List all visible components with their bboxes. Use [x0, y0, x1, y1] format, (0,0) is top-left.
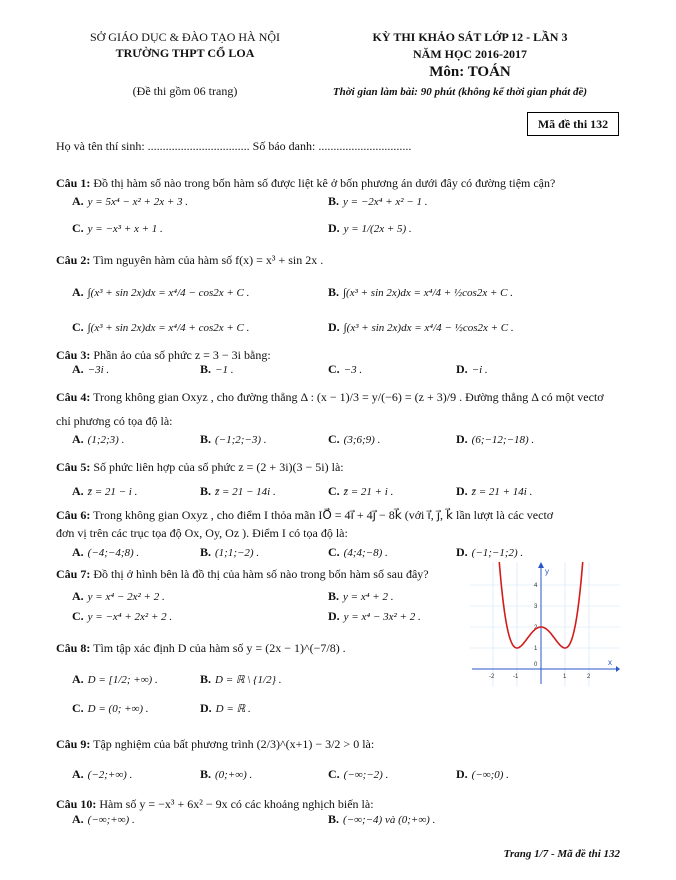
student-info-line: Họ và tên thí sinh: .................................. Số báo danh: ............................... [56, 139, 412, 153]
q9-option-d: D. (−∞;0) . [456, 767, 509, 781]
q1-option-b: B. y = −2x⁴ + x² − 1 . [328, 194, 428, 208]
y-tick: 4 [534, 583, 538, 589]
q7-option-d: D. y = x⁴ − 3x² + 2 . [328, 609, 421, 623]
x-tick: -1 [513, 674, 519, 680]
q8-option-d: D. D = ℝ . [200, 701, 251, 715]
q2-option-d: D. ∫(x³ + sin 2x)dx = x⁴/4 − ½cos2x + C . [328, 320, 514, 334]
q3-option-b: B. −1 . [200, 362, 234, 376]
y-tick: 1 [534, 646, 538, 652]
q10-option-a: A. (−∞;+∞) . [72, 812, 135, 826]
question-9: Câu 9: Tập nghiệm của bất phương trình (2/3)^(x+1) − 3/2 > 0 là: [56, 737, 375, 751]
exam-code-box: Mã đề thi 132 [527, 112, 619, 136]
q6-option-b: B. (1;1;−2) . [200, 545, 260, 559]
time-limit: Thời gian làm bài: 90 phút (không kể thời gian phát đề) [332, 86, 588, 98]
page-footer: Trang 1/7 - Mã đề thi 132 [503, 848, 620, 860]
q6-option-d: D. (−1;−1;2) . [456, 545, 524, 559]
q6-option-c: C. (4;4;−8) . [328, 545, 388, 559]
x-axis-label: x [608, 658, 612, 667]
q7-option-a: A. y = x⁴ − 2x² + 2 . [72, 589, 165, 603]
q3-option-a: A. −3i . [72, 362, 110, 376]
x-tick: -2 [489, 674, 495, 680]
y-tick: 2 [534, 625, 538, 631]
question-5: Câu 5: Số phức liên hợp của số phức z = (2 + 3i)(3 − 5i) là: [56, 460, 344, 474]
pages-note: (Đề thi gồm 06 trang) [132, 84, 238, 98]
y-axis-arrow [538, 562, 544, 568]
q7-option-b: B. y = x⁴ + 2 . [328, 589, 394, 603]
question-3: Câu 3: Phần ảo của số phức z = 3 − 3i bằng: [56, 348, 271, 362]
q8-option-b: B. D = ℝ \ {1/2} . [200, 672, 282, 686]
graph-grid [470, 562, 620, 687]
y-tick: 3 [534, 604, 538, 610]
school-name: TRƯỜNG THPT CỔ LOA [115, 46, 255, 60]
exam-title: KỲ THI KHẢO SÁT LỚP 12 - LẦN 3 [372, 30, 568, 44]
q10-option-b: B. (−∞;−4) và (0;+∞) . [328, 812, 436, 826]
question-4-line2: chỉ phương có tọa độ là: [56, 414, 173, 428]
q4-option-d: D. (6;−12;−18) . [456, 432, 535, 446]
q4-option-a: A. (1;2;3) . [72, 432, 125, 446]
q2-option-c: C. ∫(x³ + sin 2x)dx = x⁴/4 + cos2x + C . [72, 320, 250, 334]
q4-option-b: B. (−1;2;−3) . [200, 432, 267, 446]
q3-option-d: D. −i . [456, 362, 488, 376]
function-graph [470, 562, 620, 687]
x-tick: 1 [563, 674, 567, 680]
x-tick: 2 [587, 674, 591, 680]
q3-option-c: C. −3 . [328, 362, 363, 376]
q2-option-a: A. ∫(x³ + sin 2x)dx = x⁴/4 − cos2x + C . [72, 285, 250, 299]
q9-option-c: C. (−∞;−2) . [328, 767, 389, 781]
q4-option-c: C. (3;6;9) . [328, 432, 381, 446]
question-10: Câu 10: Hàm số y = −x³ + 6x² − 9x có các khoảng nghịch biến là: [56, 797, 374, 811]
question-6: Câu 6: Trong không gian Oxyz , cho điểm I thỏa mãn IO⃗ = 4i⃗ + 4j⃗ − 8k⃗ (với i⃗, j⃗, k⃗ lần lượt là các vectơ [56, 508, 554, 522]
question-4: Câu 4: Trong không gian Oxyz , cho đường thẳng Δ : (x − 1)/3 = y/(−6) = (z + 3)/9 . Đường thẳng Δ có một vectơ [56, 390, 604, 404]
q5-option-c: C. z̄ = 21 + i . [328, 484, 394, 498]
q5-option-a: A. z̄ = 21 − i . [72, 484, 138, 498]
question-2: Câu 2: Tìm nguyên hàm của hàm số f(x) = x³ + sin 2x . [56, 253, 324, 267]
question-6-line2: đơn vị trên các trục tọa độ Ox, Oy, Oz ). Điểm I có tọa độ là: [56, 526, 348, 540]
subject: Môn: TOÁN [429, 64, 511, 80]
q1-option-c: C. y = −x³ + x + 1 . [72, 221, 163, 235]
x-axis-arrow [616, 666, 620, 672]
q9-option-b: B. (0;+∞) . [200, 767, 253, 781]
q1-option-d: D. y = 1/(2x + 5) . [328, 221, 412, 235]
q5-option-d: D. z̄ = 21 + 14i . [456, 484, 533, 498]
q9-option-a: A. (−2;+∞) . [72, 767, 133, 781]
y-axis-label: y [545, 567, 549, 576]
origin-label: 0 [534, 662, 538, 668]
question-7: Câu 7: Đồ thị ở hình bên là đồ thị của hàm số nào trong bốn hàm số sau đây? [56, 567, 429, 581]
q1-option-a: A. y = 5x⁴ − x² + 2x + 3 . [72, 194, 189, 208]
q6-option-a: A. (−4;−4;8) . [72, 545, 140, 559]
q2-option-b: B. ∫(x³ + sin 2x)dx = x⁴/4 + ½cos2x + C . [328, 285, 513, 299]
question-8: Câu 8: Tìm tập xác định D của hàm số y = (2x − 1)^(−7/8) . [56, 641, 346, 655]
department-name: SỞ GIÁO DỤC & ĐÀO TẠO HÀ NỘI [89, 30, 281, 44]
q8-option-c: C. D = (0; +∞) . [72, 701, 149, 715]
school-year: NĂM HỌC 2016-2017 [413, 47, 527, 61]
q5-option-b: B. z̄ = 21 − 14i . [200, 484, 276, 498]
q8-option-a: A. D = [1/2; +∞) . [72, 672, 158, 686]
q7-option-c: C. y = −x⁴ + 2x² + 2 . [72, 609, 173, 623]
question-1: Câu 1: Đồ thị hàm số nào trong bốn hàm số được liệt kê ở bốn phương án dưới đây có đường tiệm cận? [56, 176, 556, 190]
